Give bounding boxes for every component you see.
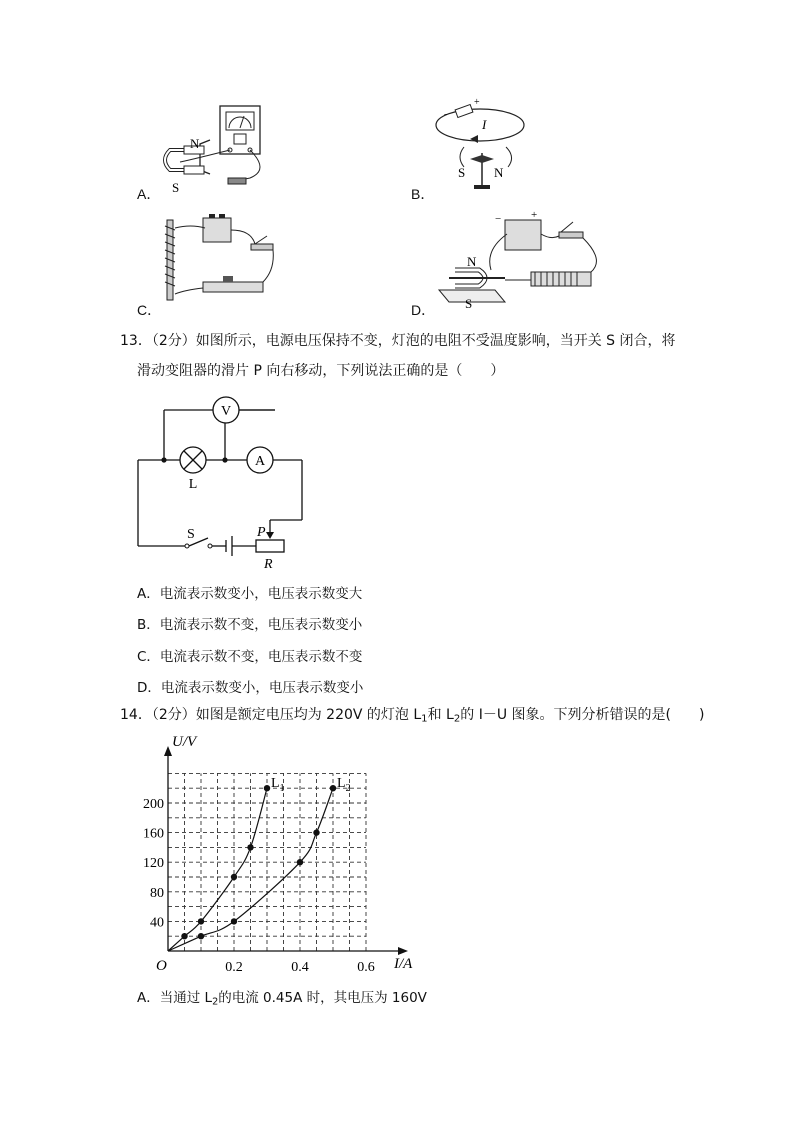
q13-choice-d: D．电流表示数变小，电压表示数变小 [137, 680, 364, 696]
ammeter-label: A [254, 454, 266, 469]
option-c-label: C． [137, 302, 162, 318]
option-b-label: B． [411, 186, 435, 202]
fig-b-s-label: S [458, 165, 466, 180]
q14-stem-sub1: 1 [421, 713, 428, 725]
series-2-point [297, 859, 303, 865]
series-2-point [330, 785, 336, 791]
fig-d-s-label: S [465, 296, 473, 310]
option-a-label: A． [137, 186, 161, 202]
figure-d-motor-setup [435, 210, 610, 310]
series-label-1: $L_1$ [271, 776, 285, 795]
series-1-point [181, 933, 187, 939]
figure-a-galvanometer-setup [150, 100, 290, 195]
series-1-point [231, 874, 237, 880]
q14-stem-post: 的 I－U 图象。下列分析错误的是( ) [460, 707, 705, 723]
y-tick-label: 120 [143, 856, 164, 872]
figure-c-electromagnet-setup [155, 210, 275, 310]
fig-d-n-label: N [467, 254, 477, 269]
q13-stem-line1: 13．（2分）如图所示，电源电压保持不变，灯泡的电阻不受温度影响，当开关 S 闭合，将 [120, 333, 676, 349]
x-tick-label: 0.6 [357, 960, 375, 975]
series-1-point [198, 918, 204, 924]
rheostat-label: R [264, 557, 273, 572]
x-axis-label: I/A [394, 956, 413, 972]
y-tick-label: 80 [150, 885, 164, 901]
fig-b-minus: - [444, 109, 448, 120]
series-2-point [231, 918, 237, 924]
lamp-label: L [188, 477, 198, 492]
y-tick-label: 40 [150, 915, 164, 931]
q13-circuit-diagram [130, 392, 315, 572]
y-axis-label: U/V [172, 734, 197, 750]
q13-choice-c: C．电流表示数不变，电压表示数不变 [137, 649, 363, 665]
fig-d-minus: − [495, 213, 502, 225]
q14-choice-a [137, 986, 427, 1007]
q14-stem-sub2: 2 [453, 713, 461, 725]
slider-label: P [257, 525, 266, 540]
fig-a-s-label: S [172, 180, 180, 195]
series-2-point [198, 933, 204, 939]
switch-label: S [187, 527, 195, 542]
series-1-point [264, 785, 270, 791]
q14-choice-a-sub: 2 [212, 996, 219, 1008]
y-tick-label: 160 [143, 826, 164, 842]
q13-choice-b: B．电流表示数不变，电压表示数变小 [137, 617, 363, 633]
option-d-label: D． [411, 302, 436, 318]
q14-choice-a-post: 的电流 0.45A 时，其电压为 160V [218, 990, 427, 1006]
q14-stem-mid: 和 L [427, 707, 454, 723]
origin-label: O [156, 958, 167, 974]
fig-b-plus: + [474, 97, 480, 108]
q13-choice-a: A．电流表示数变小，电压表示数变大 [137, 586, 363, 602]
q14-choice-a-pre: A．当通过 L [137, 990, 213, 1006]
y-tick-label: 200 [143, 797, 164, 812]
q14-stem-pre: 14．（2分）如图是额定电压均为 220V 的灯泡 L [120, 707, 422, 723]
series-2-point [313, 829, 319, 835]
q14-iu-chart [140, 730, 440, 980]
x-tick-label: 0.4 [291, 960, 309, 975]
fig-b-n-label: N [494, 165, 504, 180]
series-1-point [247, 844, 253, 850]
fig-d-plus: + [531, 210, 538, 221]
series-label-2: $L_2$ [337, 776, 351, 795]
fig-a-n-label: N [190, 136, 200, 151]
fig-b-current: I [482, 117, 487, 132]
x-tick-label: 0.2 [225, 960, 243, 975]
q13-stem-line2: 滑动变阻器的滑片 P 向右移动，下列说法正确的是（ ） [137, 363, 505, 379]
figure-b-oersted-setup [430, 95, 530, 195]
voltmeter-label: V [220, 404, 232, 419]
